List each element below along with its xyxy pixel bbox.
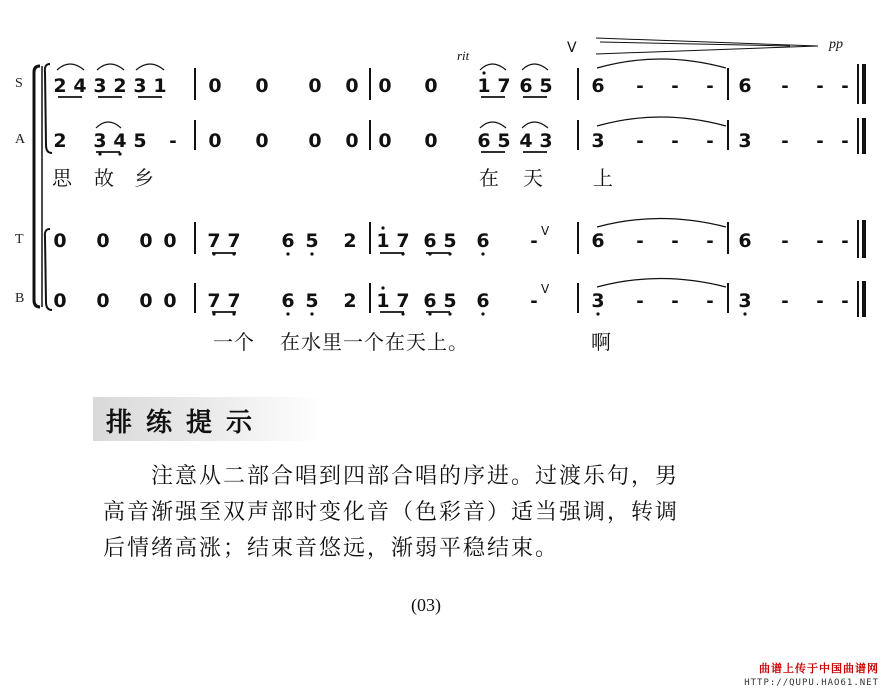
- note-bass-m2-4: 2: [343, 290, 357, 312]
- note-tenor-m5-3: -: [841, 231, 849, 252]
- note-tenor-m1-3: 0: [163, 230, 177, 252]
- note-soprano-m5-3: -: [841, 76, 849, 97]
- lyric-line: 在水里一个在天上。: [280, 330, 469, 354]
- octave-dot-below: [428, 312, 431, 315]
- beams: [58, 97, 550, 312]
- note-bass-m3-1: 7: [396, 290, 410, 312]
- note-alto-m3-5: 3: [539, 130, 553, 152]
- pp-dynamic: pp: [829, 37, 843, 52]
- octave-dot-below: [401, 252, 404, 255]
- note-soprano-m2-2: 0: [308, 75, 322, 97]
- note-soprano-m1-2: 3: [93, 75, 107, 97]
- note-bass-m5-2: -: [816, 291, 824, 312]
- octave-dot-below: [448, 312, 451, 315]
- note-soprano-m1-0: 2: [53, 75, 67, 97]
- note-soprano-m3-3: 7: [497, 75, 511, 97]
- note-bass-m2-1: 7: [227, 290, 241, 312]
- note-tenor-m4-3: -: [706, 231, 714, 252]
- brace-sa: [45, 64, 52, 153]
- system-bracket: [34, 66, 40, 307]
- note-tenor-m2-0: 7: [207, 230, 221, 252]
- note-bass-m3-2: 6: [423, 290, 437, 312]
- lyric-zai: 在: [479, 166, 500, 190]
- note-alto-m4-0: 3: [591, 130, 605, 152]
- paragraph-line-3: 后情绪高涨；结束音悠远，渐弱平稳结束。: [103, 536, 560, 561]
- note-soprano-m3-5: 5: [539, 75, 553, 97]
- note-alto-m2-0: 0: [208, 130, 222, 152]
- note-tenor-m5-0: 6: [738, 230, 752, 252]
- section-heading: 排练提示: [106, 408, 267, 438]
- note-alto-m1-2: 4: [113, 130, 127, 152]
- note-soprano-m4-2: -: [671, 76, 679, 97]
- note-bass-m5-0: 3: [738, 290, 752, 312]
- lyric-shang: 上: [593, 166, 614, 190]
- note-alto-m2-2: 0: [308, 130, 322, 152]
- octave-dot-below: [212, 252, 215, 255]
- octave-dot-below: [212, 312, 215, 315]
- octave-dot-below: [310, 252, 313, 255]
- note-tenor-m3-3: 5: [443, 230, 457, 252]
- note-alto-m4-3: -: [706, 131, 714, 152]
- note-tenor-m4-2: -: [671, 231, 679, 252]
- note-alto-m5-2: -: [816, 131, 824, 152]
- note-bass-m4-3: -: [706, 291, 714, 312]
- decrescendo-hairpin: [596, 38, 818, 54]
- note-soprano-m1-5: 1: [153, 75, 167, 97]
- note-bass-m4-0: 3: [591, 290, 605, 312]
- note-bass-m5-3: -: [841, 291, 849, 312]
- note-bass-m1-2: 0: [139, 290, 153, 312]
- lyric-si: 思: [52, 166, 73, 190]
- note-bass-m2-3: 5: [305, 290, 319, 312]
- note-soprano-m1-1: 4: [73, 75, 87, 97]
- octave-dot-below: [98, 152, 101, 155]
- lyric-xiang: 乡: [134, 166, 155, 190]
- note-tenor-m3-1: 7: [396, 230, 410, 252]
- note-soprano-m4-0: 6: [591, 75, 605, 97]
- note-soprano-m3-4: 6: [519, 75, 533, 97]
- watermark-url: HTTP://QUPU.HAO61.NET: [744, 678, 879, 688]
- note-bass-m1-3: 0: [163, 290, 177, 312]
- note-bass-m3-0: 1: [376, 290, 390, 312]
- octave-dot-below: [448, 252, 451, 255]
- note-tenor-m1-0: 0: [53, 230, 67, 252]
- rehearsal-paragraph: [103, 459, 833, 567]
- note-bass-m2-0: 7: [207, 290, 221, 312]
- octave-dot-below: [596, 312, 599, 315]
- note-bass-m1-0: 0: [53, 290, 67, 312]
- note-tenor-m5-2: -: [816, 231, 824, 252]
- note-bass-m3-5: -: [530, 291, 538, 312]
- notes-layer: [53, 71, 848, 315]
- note-bass-m3-3: 5: [443, 290, 457, 312]
- note-alto-m3-1: 0: [424, 130, 438, 152]
- paragraph-line-1: 注意从二部合唱到四部合唱的序进。过渡乐句，男: [151, 464, 680, 489]
- note-alto-m2-1: 0: [255, 130, 269, 152]
- breath-mark-upper: V: [567, 40, 577, 56]
- octave-dot-below: [232, 252, 235, 255]
- note-soprano-m2-0: 0: [208, 75, 222, 97]
- note-tenor-m3-2: 6: [423, 230, 437, 252]
- note-tenor-m2-1: 7: [227, 230, 241, 252]
- note-soprano-m3-2: 1: [477, 75, 491, 97]
- note-alto-m2-3: 0: [345, 130, 359, 152]
- note-alto-m1-3: 5: [133, 130, 147, 152]
- page-number: (03): [411, 595, 441, 615]
- brace-tb: [45, 229, 52, 310]
- note-alto-m4-2: -: [671, 131, 679, 152]
- note-bass-m1-1: 0: [96, 290, 110, 312]
- note-tenor-m4-0: 6: [591, 230, 605, 252]
- note-alto-m3-2: 6: [477, 130, 491, 152]
- note-soprano-m4-1: -: [636, 76, 644, 97]
- voice-label-s: S: [15, 76, 23, 91]
- octave-dot-below: [232, 312, 235, 315]
- voice-label-a: A: [15, 132, 26, 147]
- note-alto-m3-3: 5: [497, 130, 511, 152]
- octave-dot-below: [481, 252, 484, 255]
- note-alto-m3-4: 4: [519, 130, 533, 152]
- note-tenor-m2-4: 2: [343, 230, 357, 252]
- watermark-title: 曲谱上传于中国曲谱网: [759, 662, 879, 675]
- note-soprano-m1-4: 3: [133, 75, 147, 97]
- lyric-tian: 天: [523, 166, 544, 190]
- note-soprano-m2-1: 0: [255, 75, 269, 97]
- octave-dot-below: [118, 152, 121, 155]
- note-tenor-m2-2: 6: [281, 230, 295, 252]
- octave-dot-below: [743, 312, 746, 315]
- note-tenor-m3-5: -: [530, 231, 538, 252]
- note-soprano-m5-1: -: [781, 76, 789, 97]
- octave-dot-above: [381, 286, 384, 289]
- lyric-a: 啊: [591, 330, 612, 354]
- voice-label-t: T: [15, 232, 24, 247]
- note-soprano-m5-2: -: [816, 76, 824, 97]
- note-soprano-m5-0: 6: [738, 75, 752, 97]
- note-bass-m3-4: 6: [476, 290, 490, 312]
- note-tenor-m2-3: 5: [305, 230, 319, 252]
- note-alto-m4-1: -: [636, 131, 644, 152]
- octave-dot-above: [482, 71, 485, 74]
- octave-dot-above: [381, 226, 384, 229]
- note-bass-m4-2: -: [671, 291, 679, 312]
- octave-dot-below: [428, 252, 431, 255]
- lyric-yige: 一个: [213, 330, 255, 354]
- note-alto-m1-1: 3: [93, 130, 107, 152]
- note-alto-m5-1: -: [781, 131, 789, 152]
- note-alto-m3-0: 0: [378, 130, 392, 152]
- note-tenor-m3-4: 6: [476, 230, 490, 252]
- breath-mark-bass: V: [541, 282, 550, 296]
- octave-dot-below: [286, 312, 289, 315]
- note-tenor-m1-2: 0: [139, 230, 153, 252]
- note-tenor-m5-1: -: [781, 231, 789, 252]
- note-soprano-m3-0: 0: [378, 75, 392, 97]
- note-alto-m5-3: -: [841, 131, 849, 152]
- note-bass-m2-2: 6: [281, 290, 295, 312]
- octave-dot-below: [310, 312, 313, 315]
- note-bass-m5-1: -: [781, 291, 789, 312]
- note-soprano-m1-3: 2: [113, 75, 127, 97]
- note-soprano-m3-1: 0: [424, 75, 438, 97]
- paragraph-line-2: 高音渐强至双声部时变化音（色彩音）适当强调，转调: [103, 500, 680, 525]
- breath-mark-tenor: V: [541, 224, 550, 238]
- note-alto-m5-0: 3: [738, 130, 752, 152]
- note-tenor-m3-0: 1: [376, 230, 390, 252]
- note-tenor-m1-1: 0: [96, 230, 110, 252]
- note-soprano-m2-3: 0: [345, 75, 359, 97]
- note-alto-m1-0: 2: [53, 130, 67, 152]
- octave-dot-below: [481, 312, 484, 315]
- note-bass-m4-1: -: [636, 291, 644, 312]
- note-tenor-m4-1: -: [636, 231, 644, 252]
- voice-label-b: B: [15, 291, 25, 306]
- lyric-gu: 故: [94, 166, 115, 190]
- rit-mark: rit: [457, 48, 470, 63]
- octave-dot-below: [401, 312, 404, 315]
- octave-dot-below: [286, 252, 289, 255]
- note-soprano-m4-3: -: [706, 76, 714, 97]
- note-alto-m1-4: -: [169, 131, 177, 152]
